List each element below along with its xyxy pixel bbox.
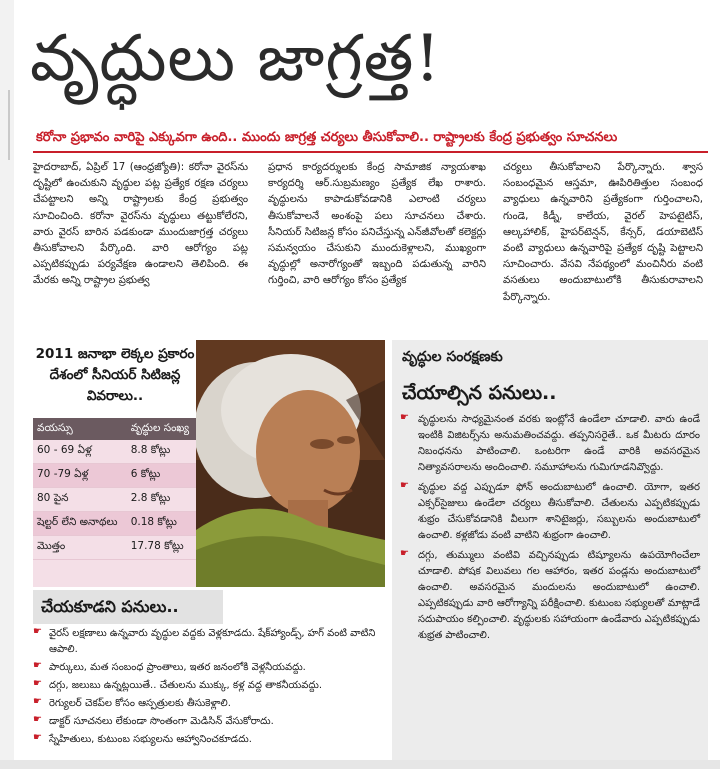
census-age: 60 - 69 ఏళ్ల: [33, 440, 127, 464]
census-row: [33, 464, 197, 488]
pointing-hand-icon: ☛: [33, 678, 42, 689]
census-title: 2011 జనాభా లెక్కల ప్రకారం దేశంలో సీనియర్ సిటిజన్ల వివరాలు..: [33, 340, 197, 418]
article-text-2: ప్రధాన కార్యదర్శులకు కేంద్ర సామాజిక న్యాయశాఖ కార్యదర్శి ఆర్.సుబ్రమణ్యం ప్రత్యేక లేఖ రాశారు. వృద్ధులను కాపాడుకోవడానికి ఎలాంటి చర్యలు తీసుకోవాలనే అంశంపై పలు సూచనలు చేశారు. సీనియర్ సిటిజన్ల కోసం పనిచేస్తున్న ఎన్‌జీవోలతో కలెక్టర్లు సమన్వయం చేసుకుని ముందుకెళ్లాలని, ముఖ్యంగా వృద్ధుల్లో అనారోగ్యంతో ఇబ్బంది పడుతున్న వారిని గుర్తించి, వారి ఆరోగ్యం కోసం ప్రత్యేక: [268, 162, 486, 287]
article-text-1: హైదరాబాద్, ఏప్రిల్ 17 (ఆంధ్రజ్యోతి): కరోనా వైరస్‌ను దృష్టిలో ఉంచుకుని వృద్ధుల పట్ల ప్రత్యేక రక్షణ చర్యలు చేపట్టాలని అన్ని రాష్ట్రాలకు కేంద్ర ప్రభుత్వం సూచించింది. కరోనా వైరస్‌ను వృద్ధులు తట్టుకోలేరని, వారు వైరస్ బారిన పడకుండా ముందుజాగ్రత్త చర్యలు తీసుకోవాలని పేర్కొంది. వారి ఆరోగ్యం పట్ల ఎప్పటికప్పుడు పర్యవేక్షణ ఉండాలని తెలిపింది. ఈ మేరకు అన్ని రాష్ట్రాల ప్రభుత్వ: [33, 162, 248, 287]
pointing-hand-icon: ☛: [33, 626, 42, 637]
list-item: [33, 714, 383, 730]
census-header-row: [33, 418, 197, 440]
census-count: 2.8 కోట్లు: [127, 488, 197, 512]
task-text: వృద్ధులను సాధ్యమైనంత వరకు ఇంట్లోనే ఉండేలా చూడాలి. వారు ఉండే ఇంటికి విజిటర్స్‌ను అనుమతించవద్దు. తప్పనిసరైతే.. ఒక మీటరు దూరం నిబంధనను పాటించాలి. ఒంటరిగా ఉండే వారికి అవసరమైన నిత్యావసరాలను అందించాలి. సమూహాలను గుమిగూడనివ్వొద్దు.: [418, 414, 700, 473]
pointing-hand-icon: ☛: [400, 412, 409, 423]
census-box: [33, 340, 197, 587]
census-header-age: వయస్సు: [33, 418, 127, 440]
census-count: 0.18 కోట్లు: [127, 512, 197, 536]
dont-text: పార్కులు, మత సంబంధ ప్రాంతాలు, ఇతర జనంలోకి వెళ్లనీయవద్దు.: [49, 662, 306, 673]
census-count: 6 కోట్లు: [127, 464, 197, 488]
list-item: [400, 548, 700, 644]
census-age: 80 పైన: [33, 488, 127, 512]
tasks-title-line1: వృద్ధుల సంరక్షణకు: [402, 349, 503, 365]
pointing-hand-icon: ☛: [33, 660, 42, 671]
census-row: [33, 488, 197, 512]
pointing-hand-icon: ☛: [33, 714, 42, 725]
census-count: 8.8 కోట్లు: [127, 440, 197, 464]
article-column-2: [268, 160, 486, 290]
article-text-3: చర్యలు తీసుకోవాలని పేర్కొన్నారు. శ్వాస సంబంధమైన ఆస్తమా, ఊపిరితిత్తుల సంబంధ వ్యాధులు ఉన్నవారిని ప్రత్యేకంగా గుర్తించాలని, గుండె, కిడ్నీ, కాలేయ, వైరల్ హెపటైటిస్, ఆల్కహాలిక్, హైపర్‌టెన్షన్, కేన్సర్, డయాబెటిస్ వంటి వ్యాధులు ఉన్నవారిపై ప్రత్యేక దృష్టి పెట్టాలని సూచించారు. వేసవి నేపథ్యంలో మంచినీరు వంటి వసతులు అందుబాటులోకి తీసుకురావాలని పేర్కొన్నారు.: [503, 162, 703, 303]
list-item: [33, 732, 383, 748]
elderly-woman-photo: [196, 340, 385, 587]
census-age: షెల్టర్ లేని అనాథలు: [33, 512, 127, 536]
task-text: దగ్గు, తుమ్ములు వంటివి వచ్చినప్పుడు టిష్యూలను ఉపయోగించేలా చూడాలి. పోషక విలువలు గల ఆహారం, ఇతర పండ్లను అందుబాటులో ఉంచాలి. అవసరమైన మందులను అందుబాటులో ఉంచాలి. ఎప్పటికప్పుడు వారి ఆరోగ్యాన్ని పరీక్షించాలి. కుటుంబ సభ్యులతో మాట్లాడే సదుపాయం కల్పించాలి. వృద్ధులకు సహాయంగా ఉండేవారు ఎప్పటికప్పుడు శుభ్రత పాటించాలి.: [418, 550, 700, 641]
dont-text: డాక్టర్ సూచనలు లేకుండా సొంతంగా మెడిసిన్ వేసుకోరాదు.: [49, 716, 274, 727]
dont-text: వైరస్ లక్షణాలు ఉన్నవారు వృద్ధుల వద్దకు వెళ్లకూడదు. షేక్‌హ్యాండ్స్, హగ్ వంటి వాటిని ఆపాలి.: [49, 628, 376, 655]
article-column-3: [503, 160, 703, 306]
elderly-woman-illustration: [196, 340, 385, 587]
pointing-hand-icon: ☛: [400, 480, 409, 491]
pointing-hand-icon: ☛: [33, 732, 42, 743]
census-table: [33, 418, 197, 560]
census-row: [33, 536, 197, 560]
census-count: 17.78 కోట్లు: [127, 536, 197, 560]
census-age: మొత్తం: [33, 536, 127, 560]
pointing-hand-icon: ☛: [400, 548, 409, 559]
page-edge-marker: [8, 90, 10, 160]
subheadline: కరోనా ప్రభావం వారిపై ఎక్కువగా ఉంది.. ముందు జాగ్రత్త చర్యలు తీసుకోవాలి.. రాష్ట్రాలకు కేంద్ర ప్రభుత్వం సూచనలు: [36, 130, 618, 145]
donts-list: [33, 626, 383, 750]
list-item: [33, 696, 383, 712]
list-item: [400, 480, 700, 544]
list-item: [33, 626, 383, 658]
census-age: 70 -79 ఏళ్ల: [33, 464, 127, 488]
dont-text: స్నేహితులు, కుటుంబ సభ్యులను ఆహ్వానించకూడదు.: [49, 734, 252, 745]
task-text: వృద్ధుల వద్ద ఎప్పుడూ ఫోన్ అందుబాటులో ఉంచాలి. యోగా, ఇతర ఎక్సర్‌సైజులు ఉండేలా చర్యలు తీసుకోవాలి. చేతులను ఎప్పటికప్పుడు శుభ్రం చేసుకోవడానికి వీలుగా శానిటైజర్లు, సబ్బులను అందుబాటులో ఉంచాలి. కళ్లజోడు వంటి వాటిని శుభ్రంగా ఉంచాలి.: [418, 482, 700, 541]
page-edge: [0, 0, 14, 769]
tasks-list: [400, 412, 700, 648]
donts-title: చేయకూడని పనులు..: [33, 590, 223, 624]
headline: వృద్ధులు జాగ్రత్త!: [30, 22, 442, 96]
census-row: [33, 512, 197, 536]
tasks-panel: [392, 340, 708, 760]
census-header-count: వృద్ధుల సంఖ్య: [127, 418, 197, 440]
dont-text: దగ్గు, జలుబు ఉన్నట్లయితే.. చేతులను ముక్కు, కళ్ల వద్ద తాకనీయవద్దు.: [49, 680, 323, 691]
article-column-1: [33, 160, 248, 290]
tasks-title-line2: చేయాల్సిన పనులు..: [402, 382, 557, 404]
pointing-hand-icon: ☛: [33, 696, 42, 707]
list-item: [33, 678, 383, 694]
bottom-edge: [0, 760, 720, 769]
subheadline-rule: [33, 151, 708, 153]
list-item: [33, 660, 383, 676]
census-row: [33, 440, 197, 464]
dont-text: రెగ్యులర్ చెకప్‌ల కోసం ఆస్పత్రులకు తీసుకెళ్లాలి.: [49, 698, 231, 709]
list-item: [400, 412, 700, 476]
